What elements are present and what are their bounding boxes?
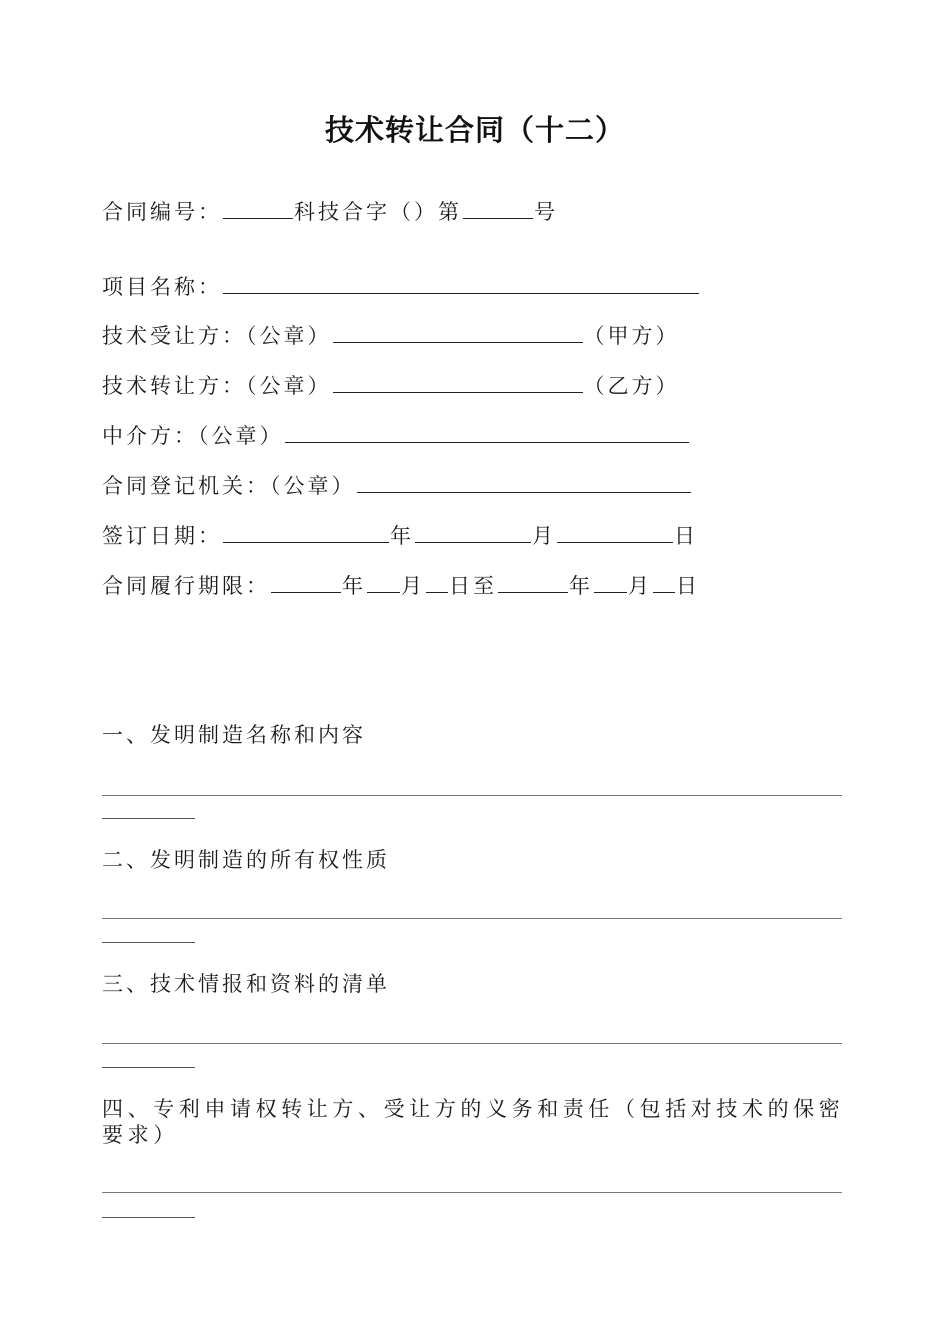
intermediary-row xyxy=(102,420,690,451)
project-name-label: 项目名称： xyxy=(102,275,222,299)
contract-number-blank-1[interactable] xyxy=(223,196,293,219)
project-name-blank[interactable] xyxy=(223,271,699,294)
sign-month-unit: 月 xyxy=(532,524,556,548)
sign-date-label: 签订日期： xyxy=(102,524,222,548)
assignee-party: （甲方） xyxy=(583,324,680,348)
term-row xyxy=(102,570,700,601)
term-start-month-unit: 月 xyxy=(401,574,425,598)
term-to-label: 日至 xyxy=(449,574,497,598)
term-end-day-unit: 日 xyxy=(676,574,700,598)
term-start-year-unit: 年 xyxy=(342,574,366,598)
assignee-label: 技术受让方：（公章） xyxy=(102,324,332,348)
intermediary-label: 中介方：（公章） xyxy=(102,424,284,448)
term-label: 合同履行期限： xyxy=(102,574,270,598)
assignee-row xyxy=(102,320,680,351)
section-2-fill-line-short[interactable] xyxy=(102,942,195,943)
sign-year-unit: 年 xyxy=(390,524,414,548)
intermediary-blank[interactable] xyxy=(285,420,689,443)
term-end-year-blank[interactable] xyxy=(498,570,568,593)
assignor-party: （乙方） xyxy=(583,374,680,398)
section-3-heading: 三、技术情报和资料的清单 xyxy=(102,972,390,996)
term-start-month-blank[interactable] xyxy=(367,570,400,593)
section-4-fill-line[interactable] xyxy=(102,1192,842,1193)
term-start-year-blank[interactable] xyxy=(271,570,341,593)
section-1-fill-line-short[interactable] xyxy=(102,818,195,819)
section-4-heading: 四、专利申请权转让方、受让方的义务和责任（包括对技术的保密要求） xyxy=(102,1097,845,1147)
section-4-fill-line-short[interactable] xyxy=(102,1217,195,1218)
section-3-fill-line[interactable] xyxy=(102,1043,842,1044)
assignor-label: 技术转让方：（公章） xyxy=(102,374,332,398)
section-1-heading: 一、发明制造名称和内容 xyxy=(102,723,366,747)
sign-day-unit: 日 xyxy=(674,524,698,548)
contract-number-mid: 科技合字（）第 xyxy=(294,200,462,224)
term-end-year-unit: 年 xyxy=(569,574,593,598)
term-end-month-blank[interactable] xyxy=(594,570,627,593)
term-end-day-blank[interactable] xyxy=(653,570,675,593)
assignee-blank[interactable] xyxy=(333,320,583,343)
project-name-row xyxy=(102,271,700,302)
sign-year-blank[interactable] xyxy=(223,520,389,543)
section-3-fill-line-short[interactable] xyxy=(102,1067,195,1068)
contract-number-row xyxy=(102,196,558,227)
sign-date-row xyxy=(102,520,698,551)
registry-label: 合同登记机关：（公章） xyxy=(102,474,356,498)
term-end-month-unit: 月 xyxy=(628,574,652,598)
contract-number-end: 号 xyxy=(534,200,558,224)
sign-day-blank[interactable] xyxy=(557,520,673,543)
contract-number-label: 合同编号： xyxy=(102,200,222,224)
contract-number-blank-2[interactable] xyxy=(463,196,533,219)
section-2-fill-line[interactable] xyxy=(102,918,842,919)
section-2-heading: 二、发明制造的所有权性质 xyxy=(102,848,390,872)
registry-blank[interactable] xyxy=(357,470,691,493)
registry-row xyxy=(102,470,692,501)
sign-month-blank[interactable] xyxy=(415,520,531,543)
section-1-fill-line[interactable] xyxy=(102,795,842,796)
assignor-row xyxy=(102,370,680,401)
document-title: 技术转让合同（十二） xyxy=(324,113,625,147)
term-start-day-blank[interactable] xyxy=(426,570,448,593)
assignor-blank[interactable] xyxy=(333,370,583,393)
